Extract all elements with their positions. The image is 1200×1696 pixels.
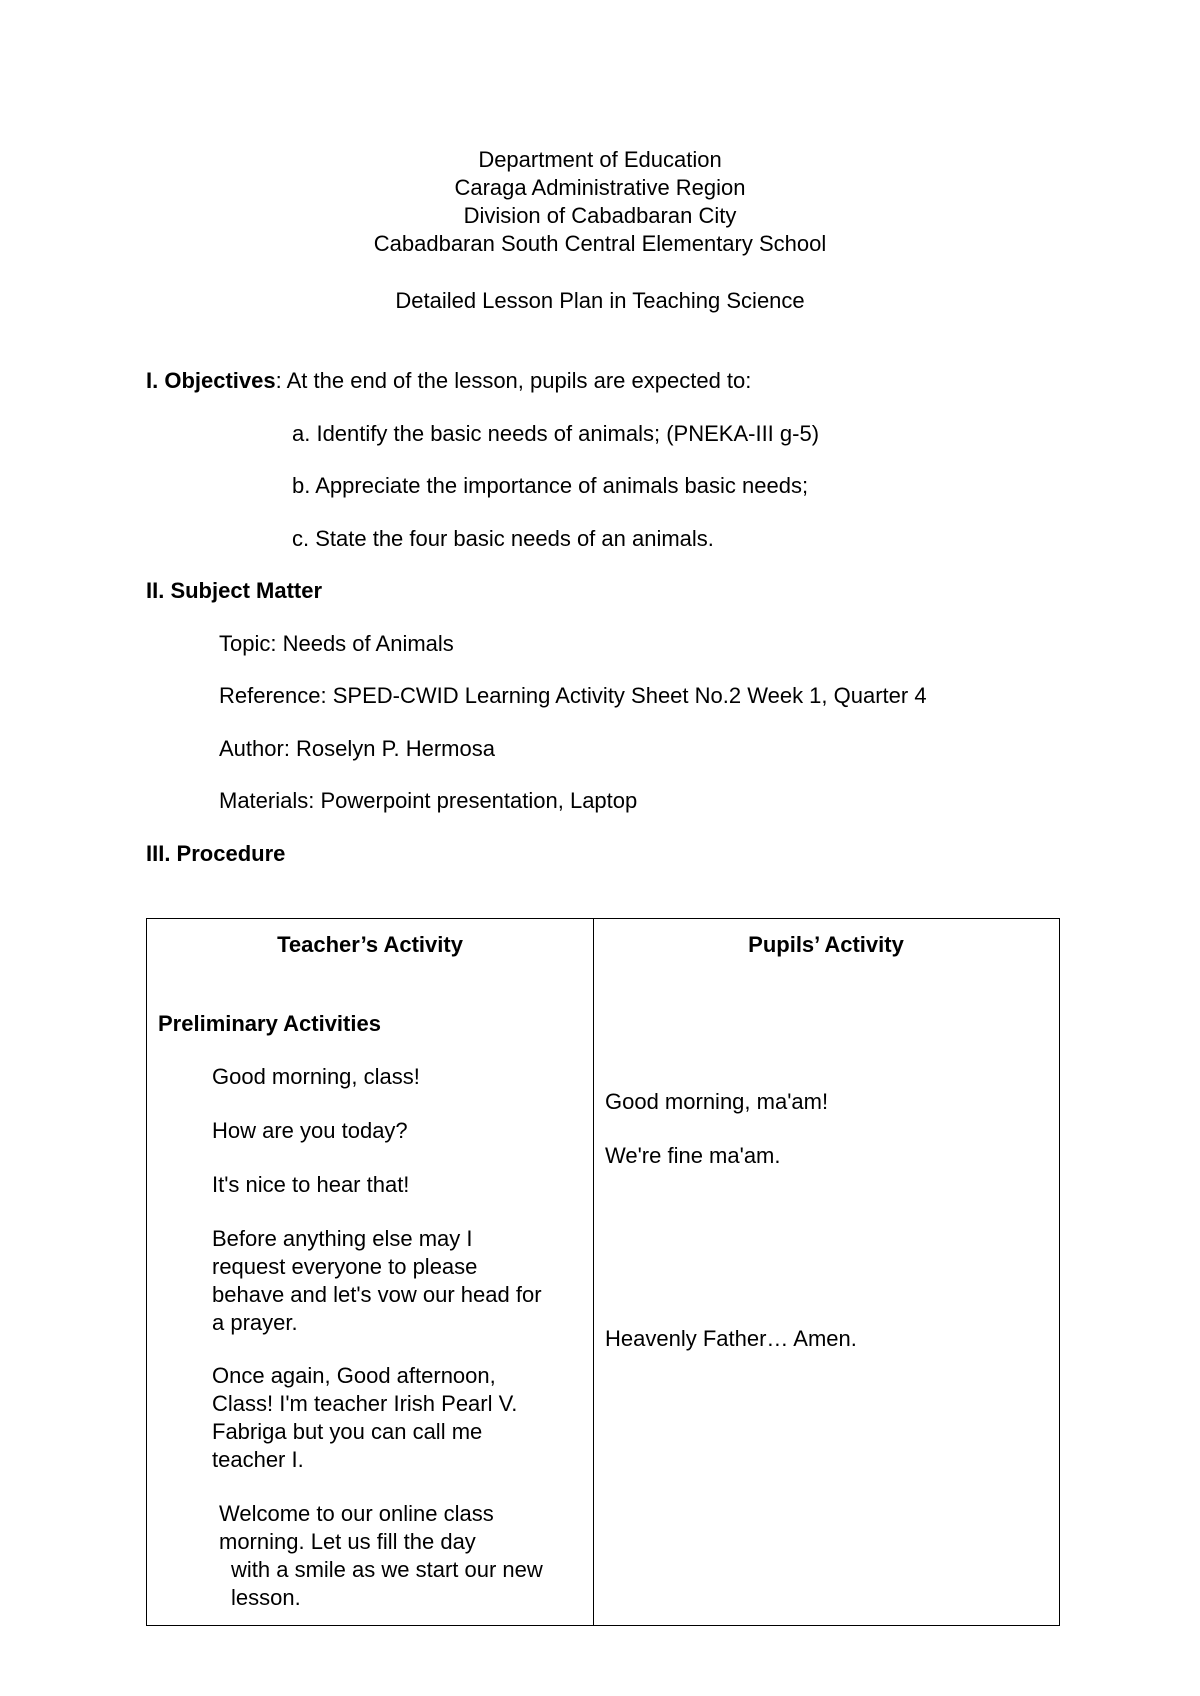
teacher-prayer-line: Before anything else may I [212, 1226, 473, 1251]
teacher-prayer-line: request everyone to please [212, 1254, 478, 1279]
pupils-greeting: Good morning, ma'am! [605, 1089, 829, 1114]
teacher-greeting: Good morning, class! [212, 1064, 420, 1089]
pupils-activity-header: Pupils’ Activity [748, 932, 904, 957]
subject-matter-heading: II. Subject Matter [146, 578, 323, 603]
teacher-intro-line: Fabriga but you can call me [212, 1419, 483, 1444]
objective-item-b: b. Appreciate the importance of animals basic needs; [292, 473, 809, 498]
teacher-welcome-line: with a smile as we start our new [231, 1557, 543, 1582]
subject-author: Author: Roselyn P. Hermosa [219, 736, 495, 761]
procedure-table [146, 918, 1060, 1626]
header-line-school: Cabadbaran South Central Elementary School [373, 231, 827, 256]
teacher-intro-line: Class! I'm teacher Irish Pearl V. [212, 1391, 518, 1416]
teacher-intro-line: Once again, Good afternoon, [212, 1363, 496, 1388]
header-line-division: Division of Cabadbaran City [463, 203, 737, 228]
objective-item-c: c. State the four basic needs of an animals. [292, 526, 714, 551]
objectives-heading: I. Objectives [146, 368, 276, 393]
teacher-welcome-line: morning. Let us fill the day [219, 1529, 476, 1554]
objectives-heading-line [146, 367, 751, 395]
lesson-title: Detailed Lesson Plan in Teaching Science [395, 288, 805, 313]
subject-materials: Materials: Powerpoint presentation, Laptop [219, 788, 638, 813]
teacher-prayer-request [212, 1225, 542, 1337]
document-header [0, 146, 1200, 258]
teacher-activity-header: Teacher’s Activity [277, 932, 463, 957]
teacher-welcome [219, 1500, 543, 1612]
subject-reference: Reference: SPED-CWID Learning Activity Sheet No.2 Week 1, Quarter 4 [219, 683, 927, 708]
header-line-region: Caraga Administrative Region [454, 175, 746, 200]
procedure-heading: III. Procedure [146, 841, 286, 866]
table-column-divider [593, 919, 594, 1625]
teacher-welcome-line: lesson. [231, 1585, 301, 1610]
objective-item-a: a. Identify the basic needs of animals; (PNEKA-III g-5) [292, 421, 820, 446]
pupils-prayer: Heavenly Father… Amen. [605, 1326, 857, 1351]
teacher-welcome-line: Welcome to our online class [219, 1501, 494, 1526]
teacher-nice-to-hear: It's nice to hear that! [212, 1172, 410, 1197]
pupils-fine: We're fine ma'am. [605, 1143, 781, 1168]
header-line-department: Department of Education [478, 147, 722, 172]
teacher-intro-line: teacher I. [212, 1447, 304, 1472]
teacher-prayer-line: behave and let's vow our head for [212, 1282, 542, 1307]
teacher-prayer-line: a prayer. [212, 1310, 298, 1335]
teacher-introduction [212, 1362, 517, 1474]
teacher-how-are-you: How are you today? [212, 1118, 408, 1143]
subject-topic: Topic: Needs of Animals [219, 631, 454, 656]
objectives-intro: : At the end of the lesson, pupils are expected to: [275, 368, 752, 393]
preliminary-activities-heading: Preliminary Activities [158, 1011, 381, 1036]
